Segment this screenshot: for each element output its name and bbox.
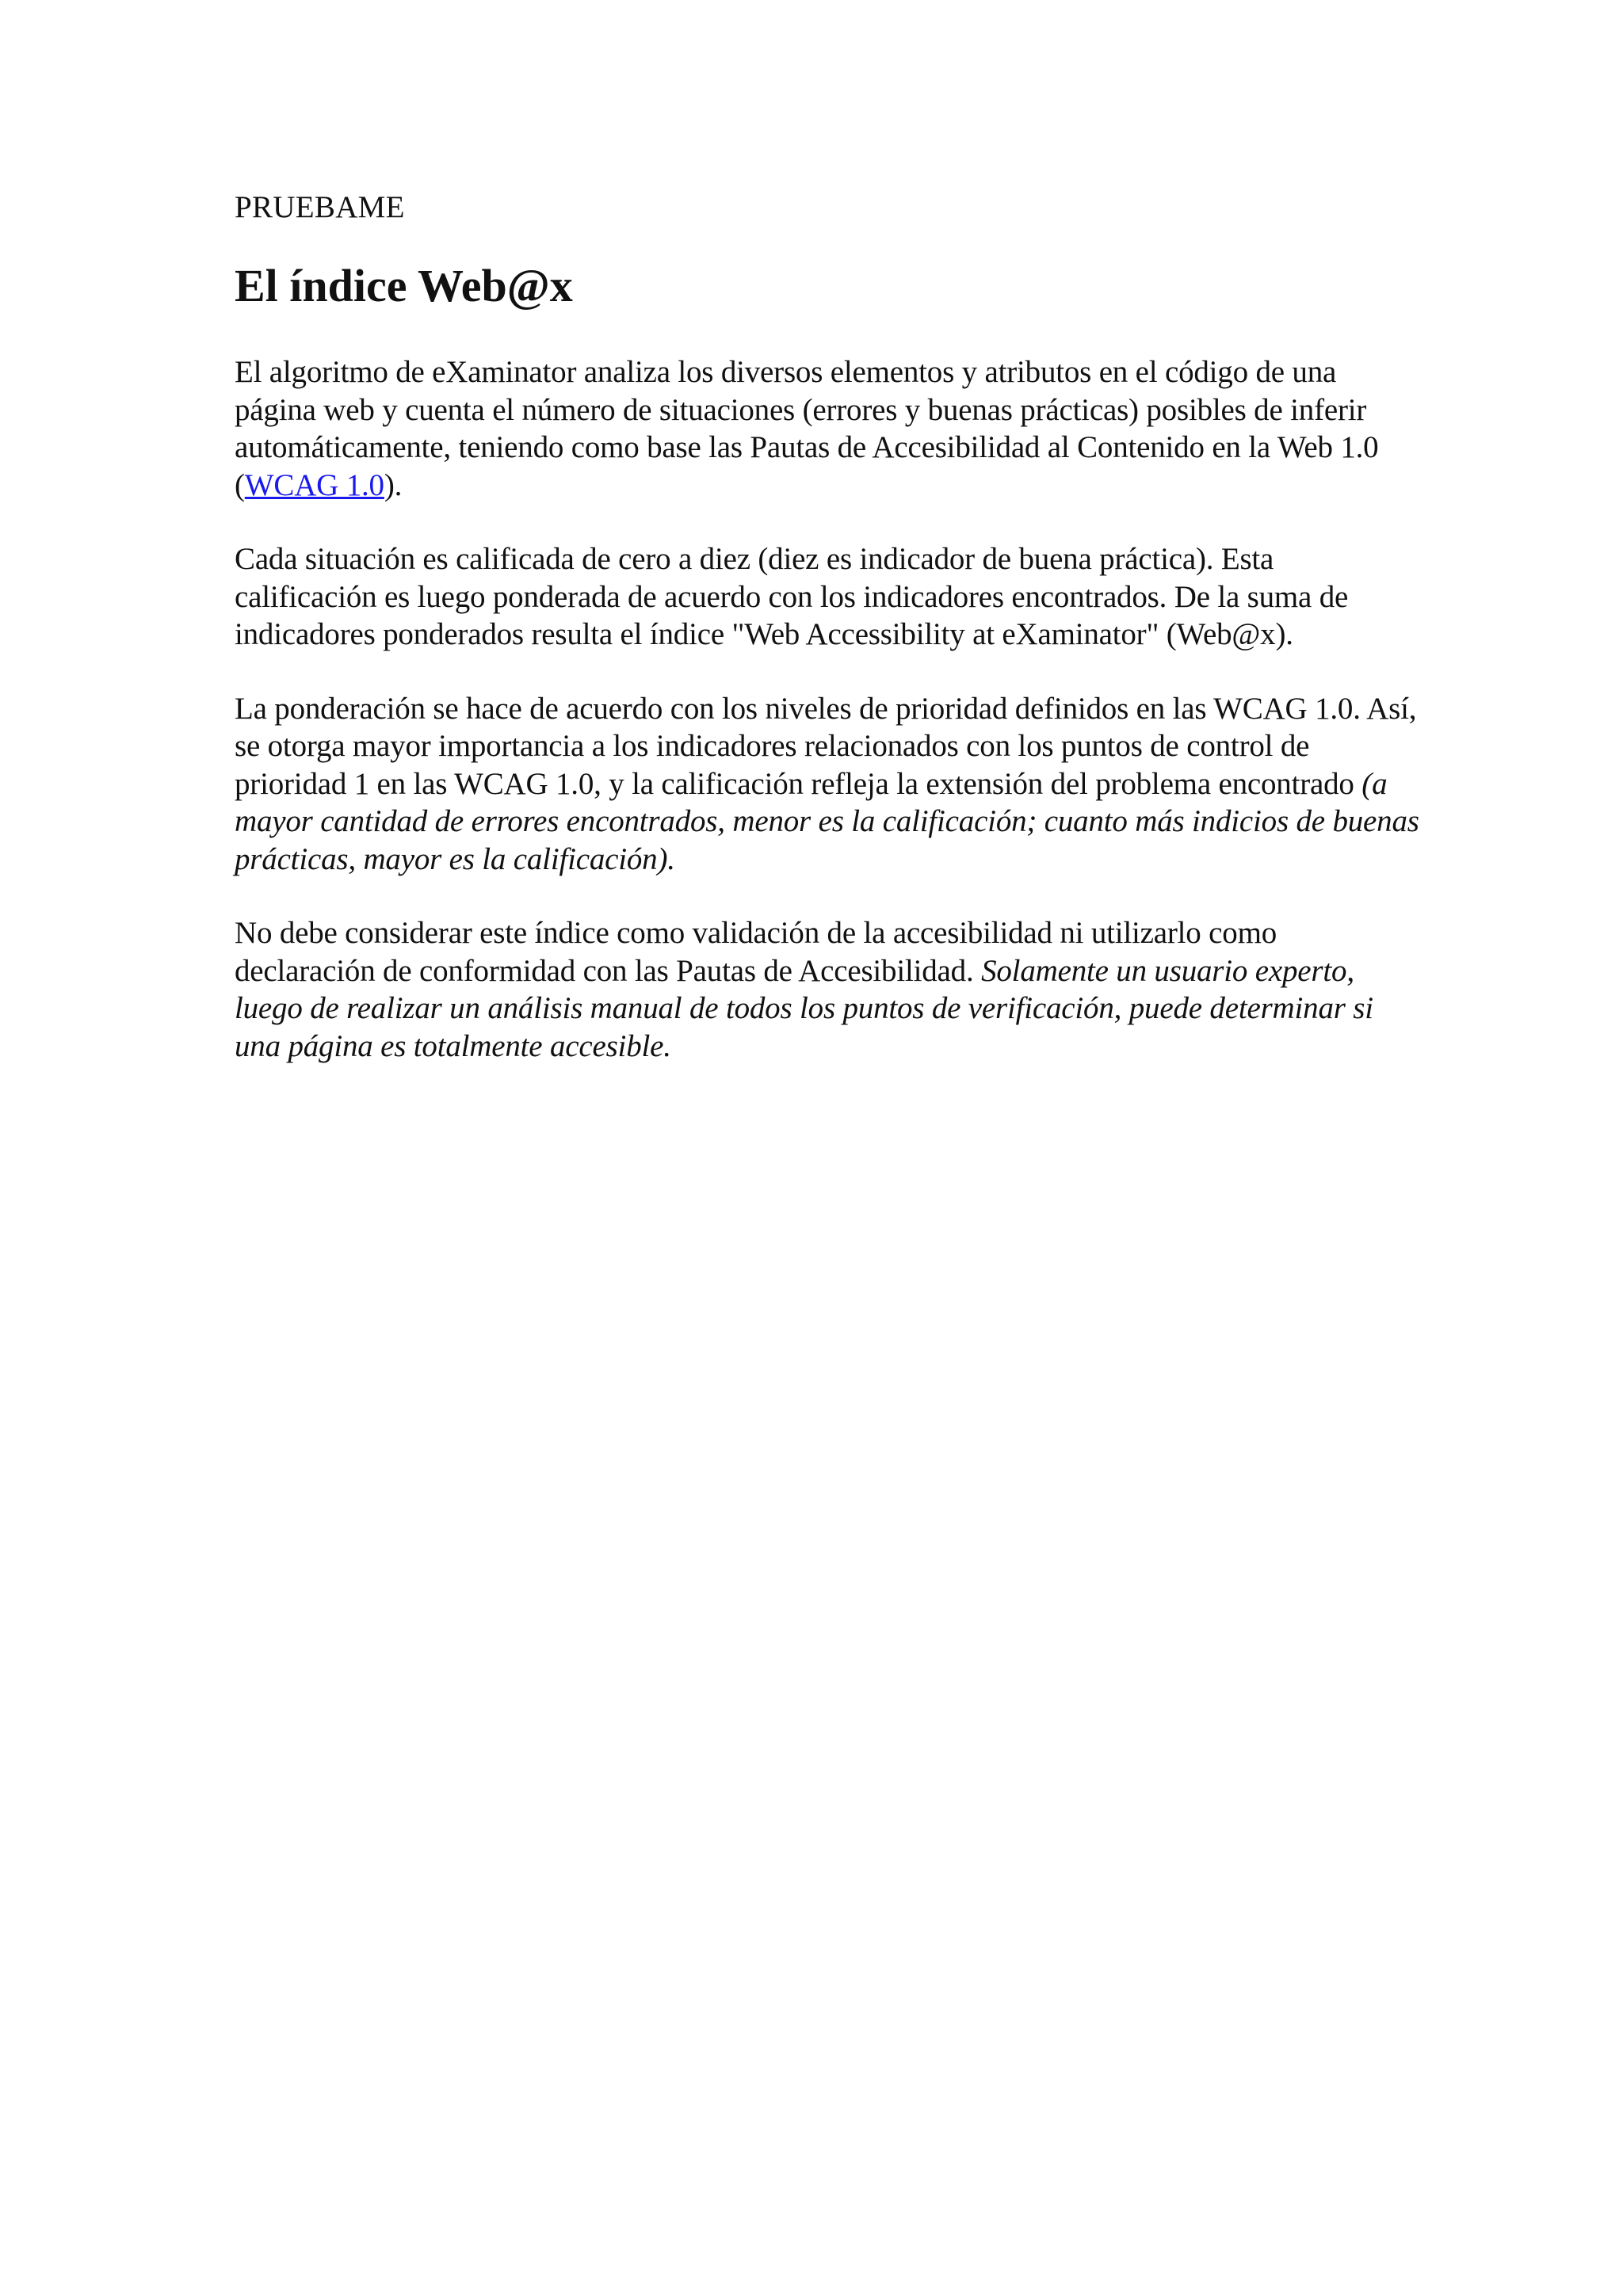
paragraph-algorithm-tail: ). — [384, 467, 403, 502]
document-page — [235, 189, 1423, 1101]
paragraph-algorithm-text: El algoritmo de eXaminator analiza los diversos elementos y atributos en el código de una página web y cuenta el número de situaciones (errores y buenas prácticas) posibles de inferir automáticamente, teniendo como base las Pautas de Accesibilidad al Contenido en la Web 1.0 ( — [235, 355, 1379, 502]
paragraph-weighting — [235, 690, 1423, 879]
paragraph-disclaimer-italic: Solamente un usuario experto, luego de realizar un análisis manual de todos los puntos de verificación, puede determinar si una página es totalmente accesible. — [235, 953, 1373, 1063]
document-title: El índice Web@x — [235, 260, 573, 311]
paragraph-algorithm — [235, 353, 1423, 504]
paragraph-scoring: Cada situación es calificada de cero a diez (diez es indicador de buena práctica). Esta calificación es luego ponderada de acuerdo con los indicadores encontrados. De la suma de indicadores ponderados resulta el índice "Web Accessibility at eXaminator" (Web@x). — [235, 542, 1349, 651]
document-pretitle: PRUEBAME — [235, 190, 405, 224]
wcag-link[interactable]: WCAG 1.0 — [244, 467, 384, 502]
paragraph-weighting-text: La ponderación se hace de acuerdo con los niveles de prioridad definidos en las WCAG 1.0. Así, se otorga mayor importancia a los indicadores relacionados con los puntos de control de prioridad 1 en las WCAG 1.0, y la calificación refleja la extensión del problema encontrado — [235, 691, 1417, 801]
paragraph-weighting-italic: (a mayor cantidad de errores encontrados, menor es la calificación; cuanto más indicios de buenas prácticas, mayor es la calificación). — [235, 766, 1419, 876]
paragraph-disclaimer — [235, 914, 1423, 1065]
paragraph-disclaimer-text: No debe considerar este índice como validación de la accesibilidad ni utilizarlo como declaración de conformidad con las Pautas de Accesibilidad. — [235, 916, 1277, 988]
